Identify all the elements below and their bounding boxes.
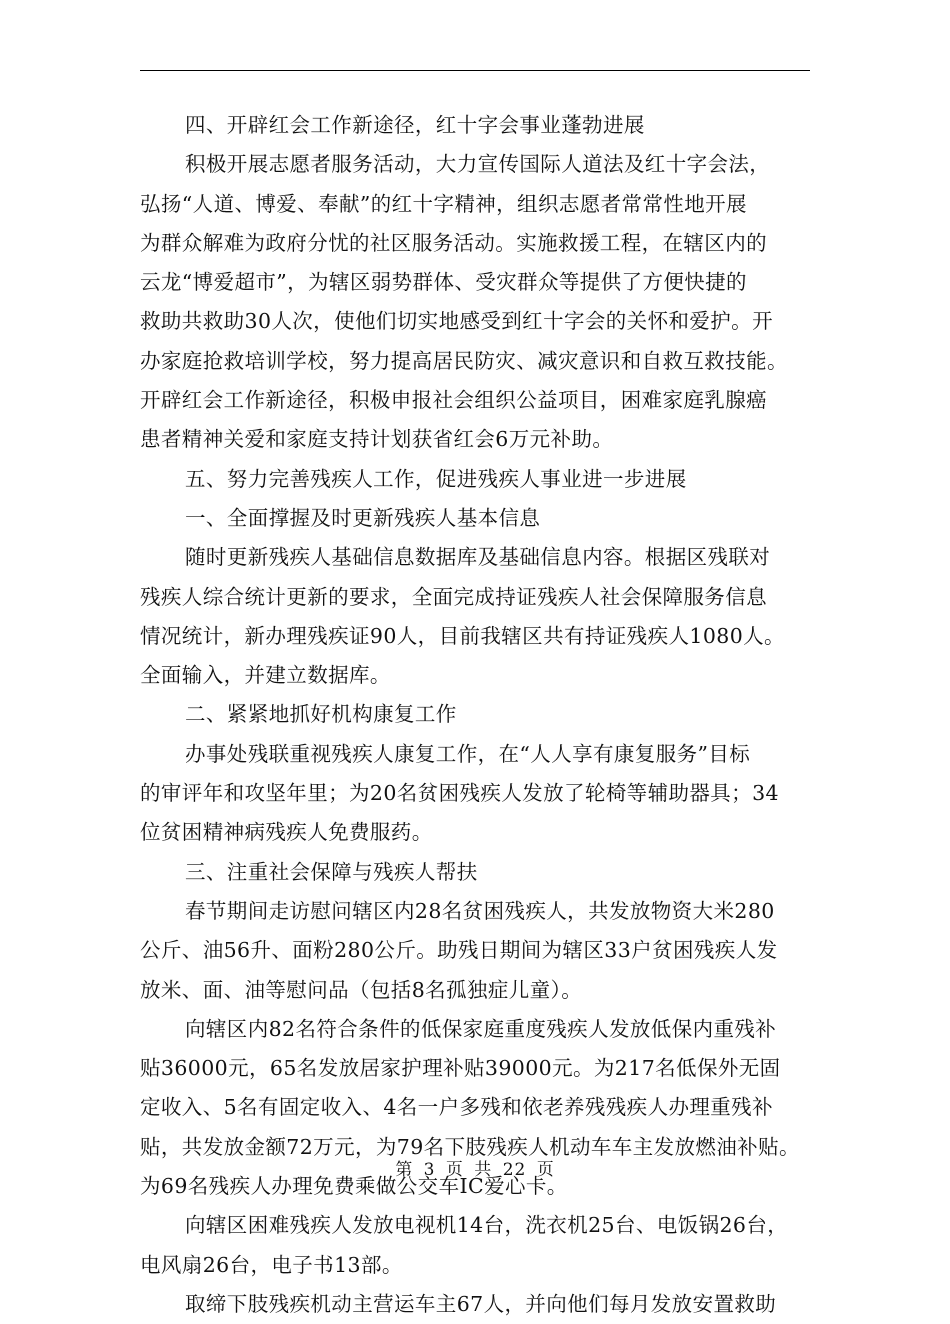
text-line: 放米、面、油等慰问品（包括8名孤独症儿童）。 (140, 977, 583, 1002)
text-line: 一、全面撑握及时更新残疾人基本信息 (185, 505, 541, 530)
header-rule (140, 70, 810, 71)
text-line: 开辟红会工作新途径，积极申报社会组织公益项目，困难家庭乳腺癌 (140, 388, 767, 413)
text-line: 公斤、油56升、面粉280公斤。助残日期间为辖区33户贫困残疾人发 (140, 938, 778, 963)
text-line: 随时更新残疾人基础信息数据库及基础信息内容。根据区残联对 (185, 545, 771, 570)
text-line: 为69名残疾人办理免费乘做公交车IC爱心卡。 (140, 1174, 568, 1199)
text-line: 救助共救助30人次，使他们切实地感受到红十字会的关怀和爱护。开 (140, 309, 773, 334)
text-line: 积极开展志愿者服务活动，大力宣传国际人道法及红十字会法， (185, 152, 771, 177)
text-line: 四、开辟红会工作新途径，红十字会事业蓬勃进展 (185, 113, 645, 137)
text-line: 向辖区内82名符合条件的低保家庭重度残疾人发放低保内重残补 (185, 1016, 777, 1041)
page-footer: 第 3 页 共 22 页 (395, 1160, 555, 1180)
text-line: 贴36000元，65名发放居家护理补贴39000元。为217名低保外无固 (140, 1056, 781, 1081)
text-line: 贴，共发放金额72万元，为79名下肢残疾人机动车车主发放燃油补贴。 (140, 1134, 800, 1159)
text-line: 五、努力完善残疾人工作，促进残疾人事业进一步进展 (185, 466, 687, 491)
text-line: 取缔下肢残疾机动主营运车主67人，并向他们每月发放安置救助 (185, 1291, 777, 1316)
text-line: 二、紧紧地抓好机构康复工作 (185, 702, 457, 727)
text-line: 的审评年和攻坚年里；为20名贫困残疾人发放了轮椅等辅助器具；34 (140, 781, 779, 806)
text-line: 办事处残联重视残疾人康复工作，在“人人享有康复服务”目标 (185, 741, 751, 766)
text-line: 位贫困精神病残疾人免费服药。 (140, 820, 433, 845)
text-line: 患者精神关爱和家庭支持计划获省红会6万元补助。 (140, 427, 614, 452)
text-line: 定收入、5名有固定收入、4名一户多残和依老养残残疾人办理重残补 (140, 1095, 773, 1120)
text-line: 全面输入，并建立数据库。 (140, 663, 391, 688)
text-line: 办家庭抢救培训学校，努力提高居民防灾、减灾意识和自救互救技能。 (140, 348, 788, 373)
text-line: 弘扬“人道、博爱、奉献”的红十字精神，组织志愿者常常性地开展 (140, 191, 747, 216)
text-line: 三、注重社会保障与残疾人帮扶 (185, 859, 478, 884)
text-line: 春节期间走访慰问辖区内28名贫困残疾人，共发放物资大米280 (185, 898, 775, 923)
text-line: 情况统计，新办理残疾证90人，目前我辖区共有持证残疾人1080人。 (140, 623, 785, 648)
text-line: 云龙“博爱超市”，为辖区弱势群体、受灾群众等提供了方便快捷的 (140, 270, 747, 295)
text-line: 向辖区困难残疾人发放电视机14台，洗衣机25台、电饭锅26台， (185, 1213, 789, 1238)
text-line: 电风扇26台，电子书13部。 (140, 1252, 403, 1277)
text-line: 残疾人综合统计更新的要求，全面完成持证残疾人社会保障服务信息 (140, 584, 767, 609)
text-line: 为群众解难为政府分忧的社区服务活动。实施救援工程，在辖区内的 (140, 230, 767, 255)
document-body (140, 106, 812, 1324)
